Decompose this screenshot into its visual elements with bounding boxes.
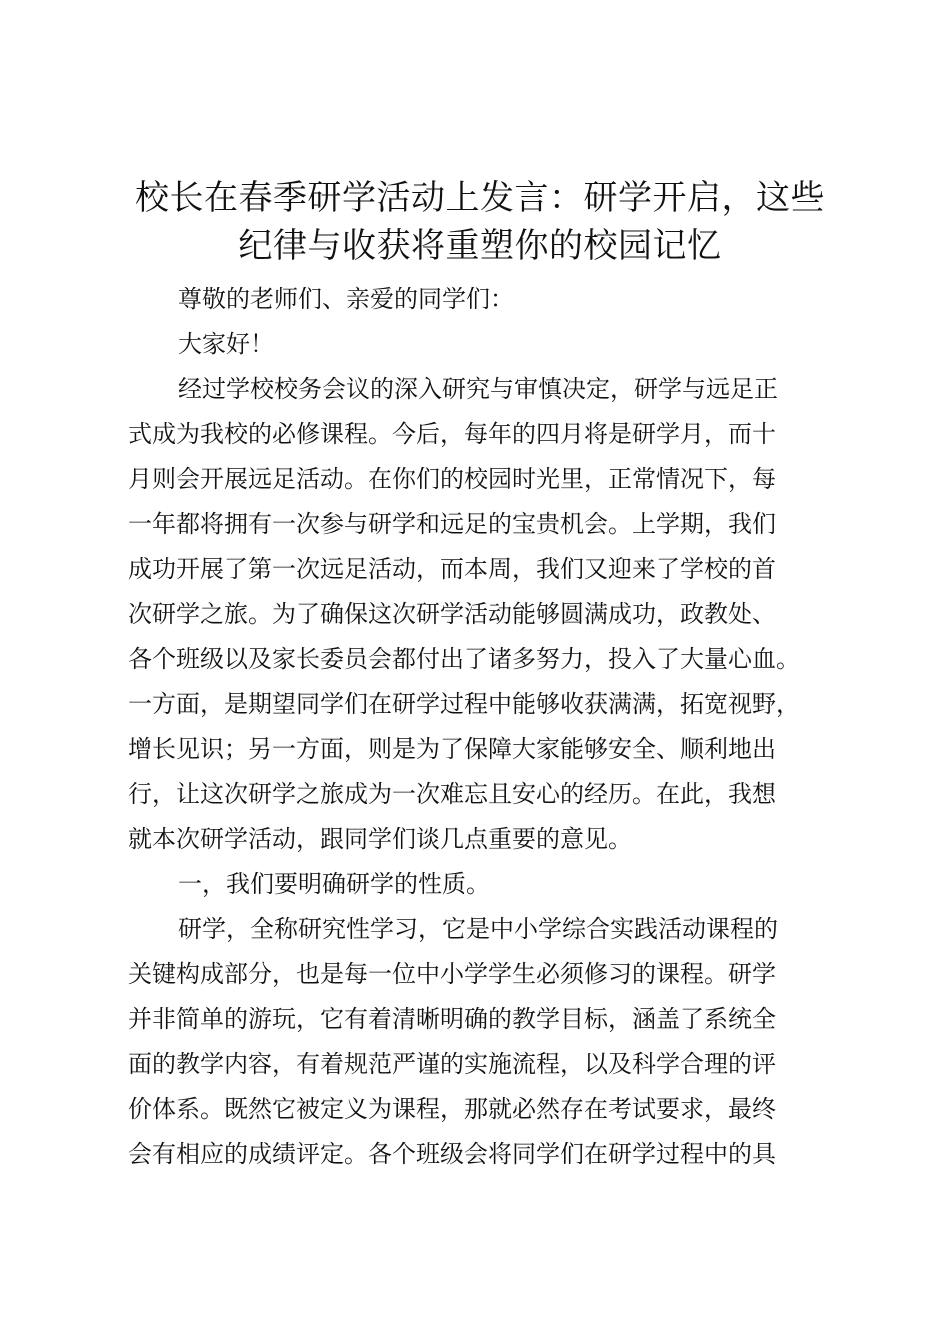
text-line: 大家好！	[178, 330, 274, 358]
document-title	[110, 174, 850, 270]
text-line: 式成为我校的必修课程。今后，每年的四月将是研学月，而十	[128, 420, 776, 448]
body-paragraph	[128, 367, 868, 862]
text-line: 一年都将拥有一次参与研学和远足的宝贵机会。上学期，我们	[128, 510, 776, 538]
text-line: 并非简单的游玩，它有着清晰明确的教学目标，涵盖了系统全	[128, 1005, 776, 1033]
text-line: 尊敬的老师们、亲爱的同学们：	[178, 285, 514, 313]
title-line: 校长在春季研学活动上发言：研学开启，这些	[135, 178, 825, 218]
text-line: 关键构成部分，也是每一位中小学学生必须修习的课程。研学	[128, 960, 776, 988]
section-heading	[128, 862, 868, 907]
text-line: 经过学校校务会议的深入研究与审慎决定，研学与远足正	[178, 375, 778, 403]
text-line: 研学，全称研究性学习，它是中小学综合实践活动课程的	[178, 915, 778, 943]
greeting-paragraph	[128, 277, 868, 322]
text-line: 面的教学内容，有着规范严谨的实施流程，以及科学合理的评	[128, 1050, 776, 1078]
text-line: 一，我们要明确研学的性质。	[178, 870, 490, 898]
salutation-paragraph	[128, 322, 868, 367]
text-line: 增长见识；另一方面，则是为了保障大家能够安全、顺利地出	[128, 735, 776, 763]
text-line: 次研学之旅。为了确保这次研学活动能够圆满成功，政教处、	[128, 600, 776, 628]
text-line: 行，让这次研学之旅成为一次难忘且安心的经历。在此，我想	[128, 780, 776, 808]
text-line: 就本次研学活动，跟同学们谈几点重要的意见。	[128, 825, 632, 853]
text-line: 一方面，是期望同学们在研学过程中能够收获满满，拓宽视野，	[128, 690, 800, 718]
text-line: 会有相应的成绩评定。各个班级会将同学们在研学过程中的具	[128, 1140, 776, 1168]
text-line: 价体系。既然它被定义为课程，那就必然存在考试要求，最终	[128, 1095, 776, 1123]
title-line: 纪律与收获将重塑你的校园记忆	[238, 226, 722, 266]
body-paragraph	[128, 907, 868, 1177]
text-line: 月则会开展远足活动。在你们的校园时光里，正常情况下，每	[128, 465, 776, 493]
document-body	[128, 277, 868, 1177]
text-line: 成功开展了第一次远足活动，而本周，我们又迎来了学校的首	[128, 555, 776, 583]
text-line: 各个班级以及家长委员会都付出了诸多努力，投入了大量心血。	[128, 645, 800, 673]
